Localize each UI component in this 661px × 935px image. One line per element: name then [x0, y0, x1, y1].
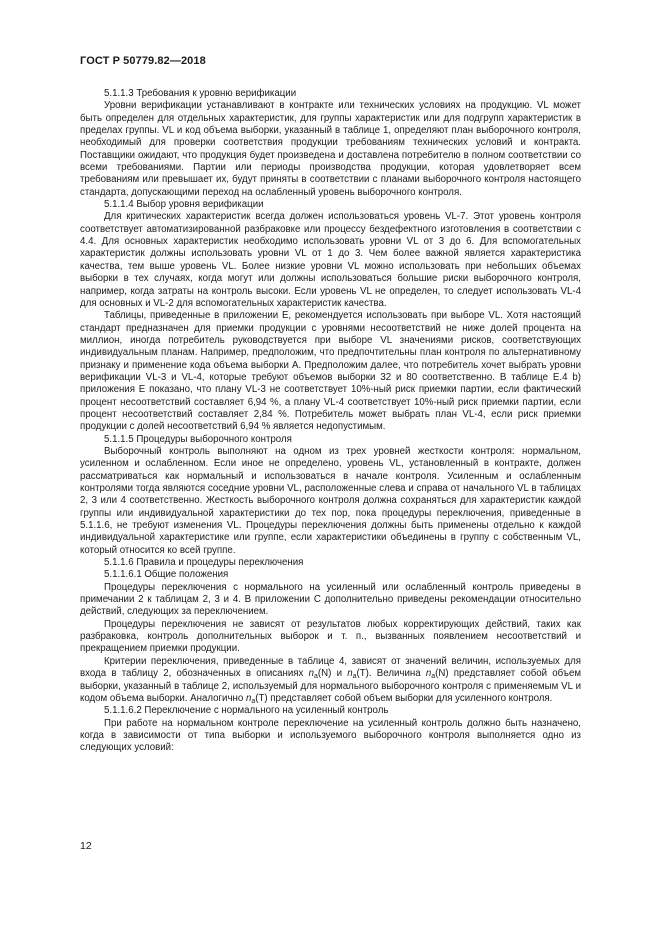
document-body — [80, 88, 581, 755]
paragraph: Процедуры переключения не зависят от результатов любых корректирующих действий, таких как разбраковка, контроль дополнительных выборок и т. п., вызванных появлением несоответствий и прекращением приемки продукции. — [80, 618, 581, 655]
section-heading-5-1-1-3: 5.1.1.3 Требования к уровню верификации — [104, 88, 297, 99]
paragraph: Уровни верификации устанавливают в контракте или технических условиях на продукцию. VL может быть определен для отдельных характеристик, для группы характеристик или для подгрупп характеристик в пределах группы. VL и код объема выборки, указанный в таблице 1, определяют план выборочного контроля, необходимый для проверки соответствия продукции требованиям технических условий и контракта. Поставщики ожидают, что продукция будет произведена и доставлена потребителю в полном соответствии со всеми требованиями. Партии или периоды производства продукции, которая удовлетворяет всем требованиям или превышает их, будут приняты в соответствии с планами выборочного контроля настоящего стандарта, допускающими переход на ослабленный уровень выборочного контроля. — [80, 100, 581, 198]
document-header: ГОСТ Р 50779.82—2018 — [80, 55, 206, 67]
section-heading-5-1-1-4: 5.1.1.4 Выбор уровня верификации — [104, 199, 264, 211]
paragraph: Процедуры переключения с нормального на усиленный или ослабленный контроль приведены в примечании 2 к таблицам 2, 3 и 4. В приложении С дополнительно приведены рекомендации относительно действий, следующих за переключением. — [80, 581, 581, 618]
paragraph: При работе на нормальном контроле переключение на усиленный контроль должно быть назначено, когда в зависимости от типа выборки и используемого выборочного контроля выполняется одно из следующих условий: — [80, 717, 581, 754]
paragraph: Выборочный контроль выполняют на одном из трех уровней жесткости контроля: нормальном, усиленном и ослабленном. Если иное не определено, уровень VL, установленный в контракте, должен рассматриваться как нормальный и использоваться в начале контроля. Усиленным и ослабленным контролями тогда являются соседние уровни VL, расположенные слева и справа от начального VL в таблицах 2, 3 или 4 соответственно. Жесткость выборочного контроля должна сохраняться для характеристик каждой группы или индивидуальной характеристики до тех пор, пока процедуры переключения, приведенные в 5.1.1.6, не требуют изменения VL. Процедуры переключения должны быть применены отдельно к каждой индивидуальной характеристике или группе, если характеристики объединены в группу с собственным VL, который относится ко всей группе. — [80, 445, 581, 556]
section-heading-5-1-1-5: 5.1.1.5 Процедуры выборочного контроля — [104, 433, 292, 445]
section-heading-5-1-1-6: 5.1.1.6 Правила и процедуры переключения — [104, 557, 304, 569]
section-heading-5-1-1-6-1: 5.1.1.6.1 Общие положения — [104, 569, 229, 581]
page-number: 12 — [80, 840, 92, 852]
paragraph: Для критических характеристик всегда должен использоваться уровень VL-7. Этот уровень контроля соответствует автоматизированной разбраковке или процессу бездефектного изготовления в соответствии с 4.4. Для основных характеристик необходимо использовать уровни VL от 3 до 6. Для вспомогательных характеристик должны использовать уровни VL от 1 до 3. Чем более важной является характеристика качества, тем выше уровень VL. Более низкие уровни VL можно использовать при небольших объемах выборки в тех случаях, когда могут или должны использоваться большие риски выборочного контроля, например, когда затраты на контроль высоки. Если уровень VL не определен, то следует использовать VL-4 для основных и VL-2 для вспомогательных характеристик качества. — [80, 211, 581, 309]
paragraph: Таблицы, приведенные в приложении Е, рекомендуется использовать при выборе VL. Хотя настоящий стандарт предназначен для приемки продукции с уровнями несоответствий не ниже долей процента на миллион, иногда потребитель руководствуется при выборе VL значениями рисков, соответствующих индивидуальным планам. Например, предположим, что предпочтительны план контроля по альтернативному признаку и применение кода объема выборки А. Предположим далее, что потребитель хочет выбрать уровни верификации VL-3 и VL-4, которые требуют объемов выборки 32 и 80 соответственно. В таблице Е.4 b) приложения Е показано, что плану VL-3 не соответствует 10%-ный риск приемки партии, если фактический процент несоответствий составляет 6,94 %, а плану VL-4 соответствует 10%-ный риск приемки партии, если процент несоответствий составляет 2,84 %. Потребитель может выбрать план VL-4, если риск приемки продукции с долей несоответствий 6,94 % является недопустимым. — [80, 310, 581, 433]
section-heading-5-1-1-6-2: 5.1.1.6.2 Переключение с нормального на усиленный контроль — [104, 705, 389, 717]
paragraph-switching-criteria: Критерии переключения, приведенные в таблице 4, зависят от значений величин, используемых для входа в таблицу 2, обозначенных в описаниях $n_a(N)$ и $n_a(T)$. Величина $n_a(N)$ представляет собой объем выборки, указанный в таблице 2, используемый для нормального выборочного контроля с применяемым VL и кодом объема выборки. Аналогично $n_a(T)$ представляет собой объем выборки для усиленного контроля. — [80, 655, 582, 705]
